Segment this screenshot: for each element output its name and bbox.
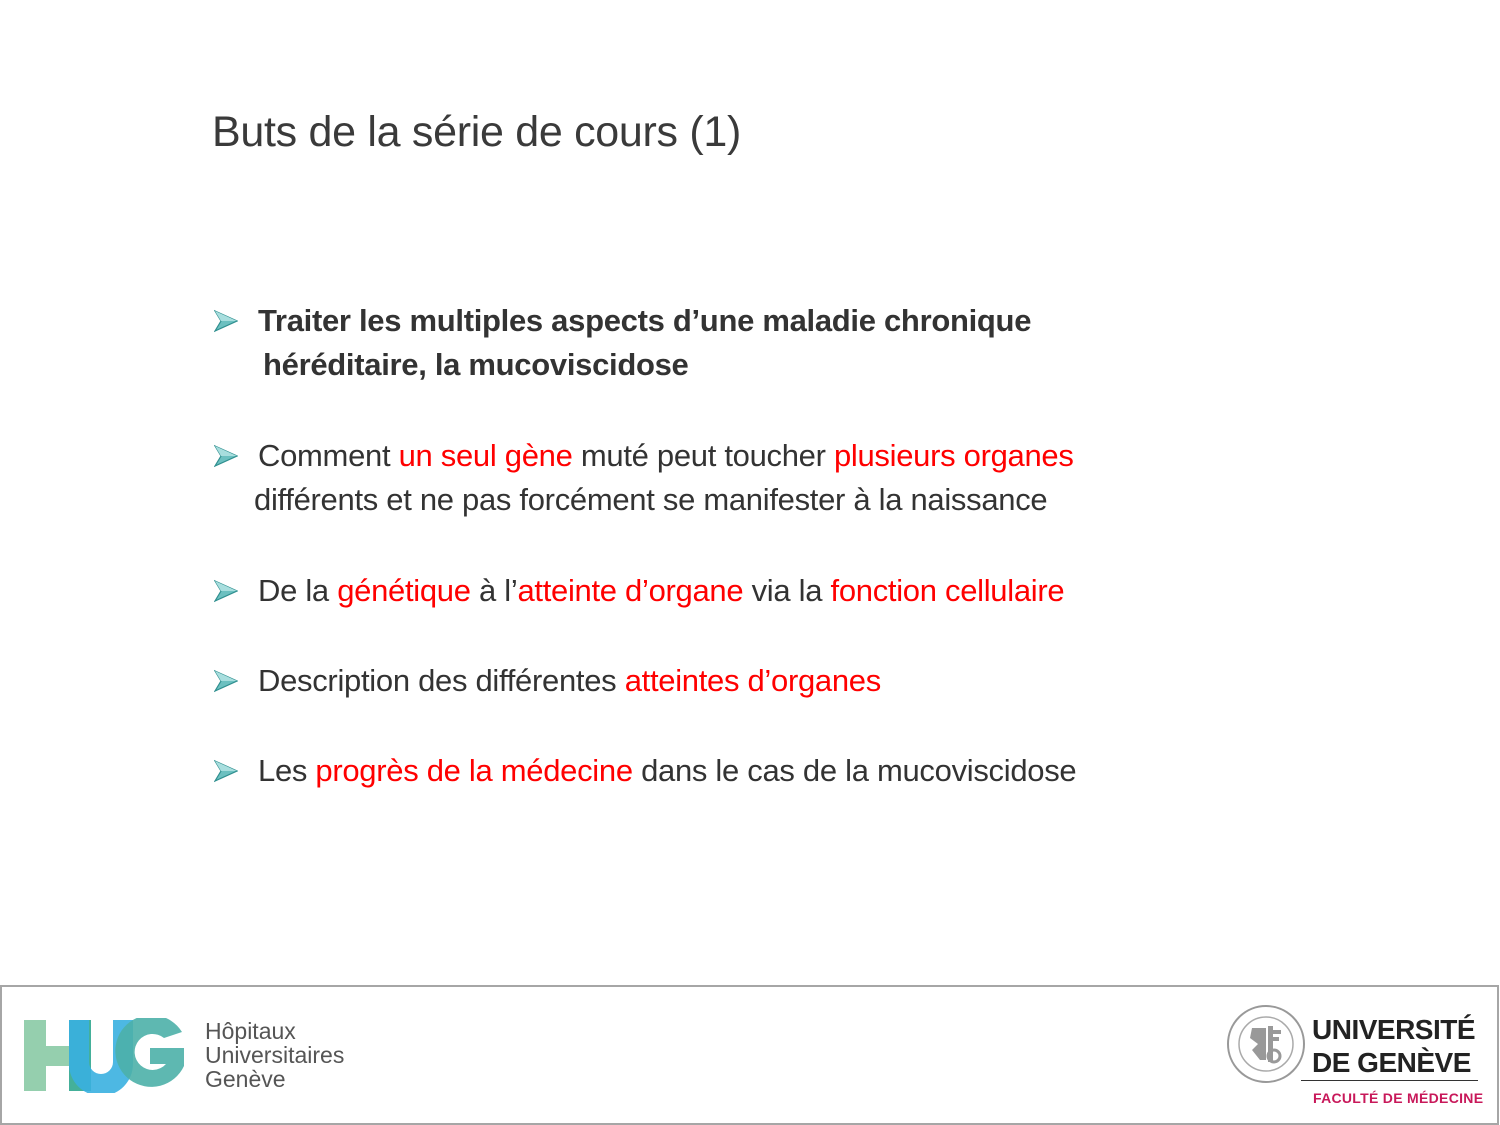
- bullet-text-line2: héréditaire, la mucoviscidose: [263, 347, 689, 382]
- bullet-text: Traiter les multiples aspects d’une maladie chronique: [258, 303, 1032, 338]
- highlight: atteinte d’organe: [517, 573, 744, 608]
- arrow-bullet-icon: [214, 759, 238, 783]
- highlight: progrès de la médecine: [315, 753, 633, 788]
- highlight: atteintes d’organes: [624, 663, 881, 698]
- arrow-bullet-icon: [214, 309, 238, 333]
- highlight: fonction cellulaire: [830, 573, 1065, 608]
- text: à l’: [470, 573, 518, 608]
- slide-title: Buts de la série de cours (1): [212, 108, 742, 156]
- unige-line1: UNIVERSITÉ: [1312, 1014, 1476, 1045]
- hug-logo: [24, 1018, 184, 1093]
- text: Les: [258, 753, 316, 788]
- bullet-2: [214, 434, 1074, 522]
- arrow-bullet-icon: [214, 579, 238, 603]
- hug-line1: Hôpitaux: [205, 1018, 296, 1044]
- faculty-label: FACULTÉ DE MÉDECINE: [1313, 1090, 1484, 1106]
- text: via la: [743, 573, 831, 608]
- bullet-5: [214, 749, 1076, 793]
- arrow-bullet-icon: [214, 444, 238, 468]
- bullet-text-line2: différents et ne pas forcément se manifester à la naissance: [254, 482, 1048, 517]
- unige-logo-text: [1312, 1013, 1475, 1079]
- unige-seal-icon: [1226, 1004, 1306, 1084]
- hug-line2: Universitaires: [205, 1042, 345, 1068]
- hug-line3: Genève: [205, 1066, 286, 1092]
- text: dans le cas de la mucoviscidose: [632, 753, 1077, 788]
- text: De la: [258, 573, 338, 608]
- hug-logo-text: [205, 1019, 344, 1091]
- bullet-4: [214, 659, 881, 703]
- highlight: génétique: [337, 573, 471, 608]
- text: Description des différentes: [258, 663, 625, 698]
- text: Comment: [258, 438, 399, 473]
- text: muté peut toucher: [572, 438, 834, 473]
- bullet-3: [214, 569, 1064, 613]
- bullet-1: [214, 299, 1031, 387]
- highlight: plusieurs organes: [833, 438, 1074, 473]
- unige-line2: DE GENÈVE: [1312, 1047, 1471, 1078]
- highlight: un seul gène: [398, 438, 573, 473]
- divider: [1301, 1080, 1478, 1081]
- arrow-bullet-icon: [214, 669, 238, 693]
